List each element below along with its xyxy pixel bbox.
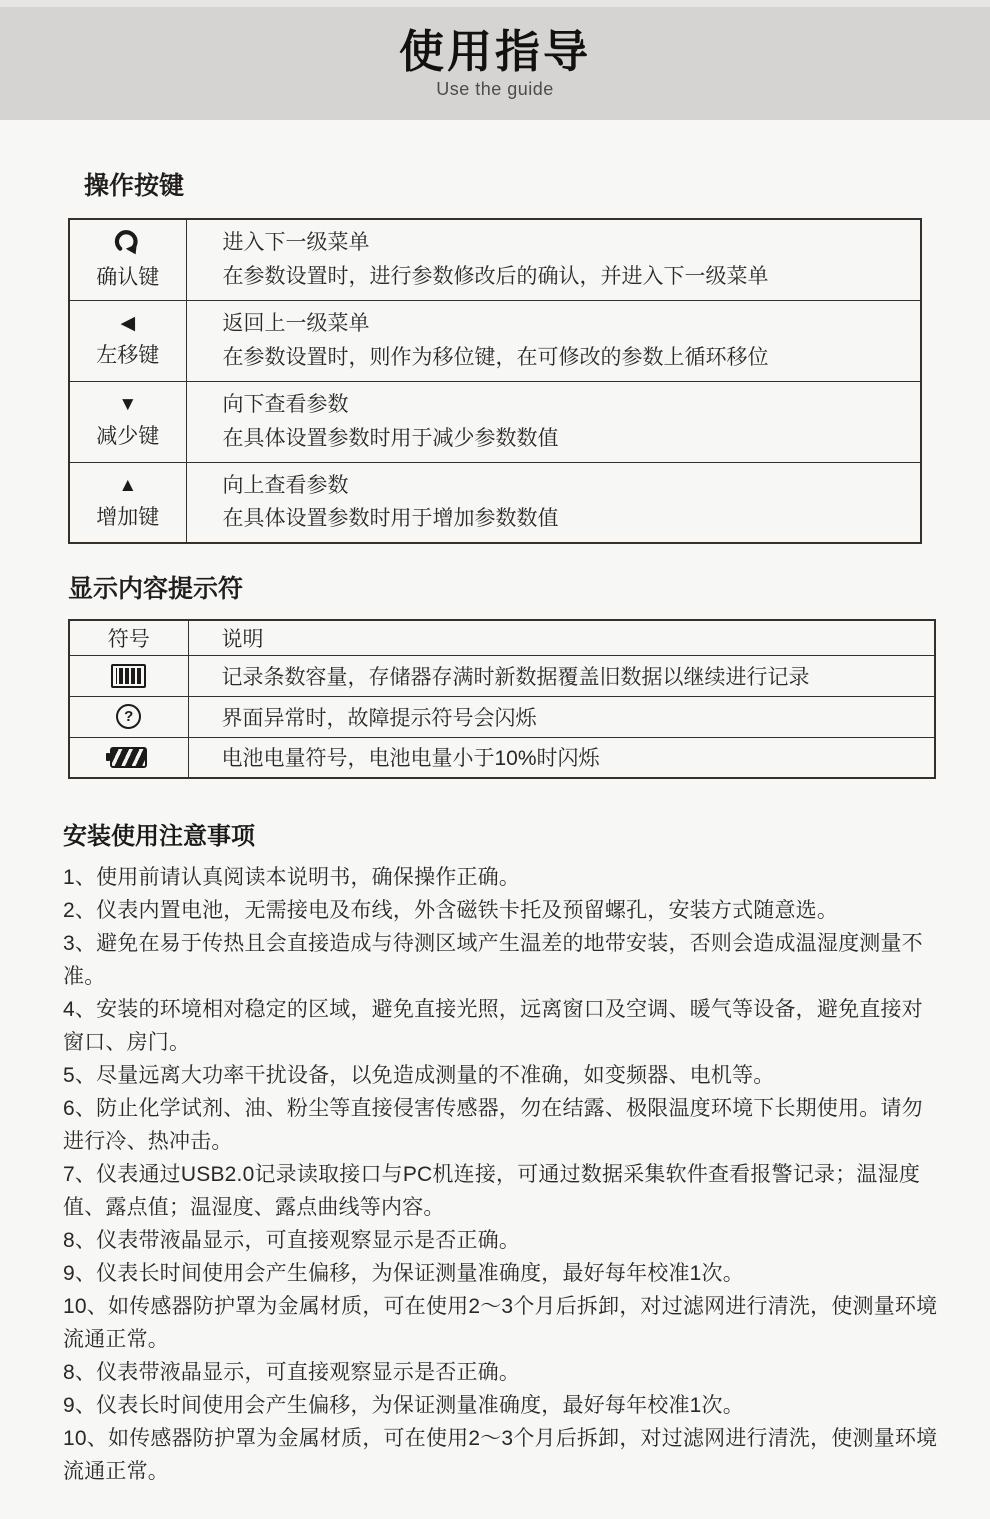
list-item: 1、使用前请认真阅读本说明书，确保操作正确。 (63, 866, 521, 889)
table-row-increase-key (69, 462, 921, 543)
left-triangle-icon: ◀ (120, 313, 136, 334)
key-description-line: 在具体设置参数时用于增加参数数值 (222, 507, 559, 531)
key-description-line: 在参数设置时，进行参数修改后的确认，并进入下一级菜单 (222, 264, 769, 288)
section-heading-operation-keys: 操作按键 (84, 172, 185, 200)
list-item: 7、仪表通过USB2.0记录读取接口与PC机连接，可通过数据采集软件查看报警记录；温湿度值、露点值；温湿度、露点曲线等内容。 (63, 1163, 921, 1219)
list-item: 9、仪表长时间使用会产生偏移，为保证测量准确度，最好每年校准1次。 (63, 1394, 744, 1417)
key-label: 左移键 (96, 344, 160, 367)
list-item: 10、如传感器防护罩为金属材质，可在使用2～3个月后拆卸，对过滤网进行清洗，使测量环境流通正常。 (63, 1295, 938, 1351)
key-label: 增加键 (96, 505, 160, 529)
section-heading-display-symbols: 显示内容提示符 (68, 575, 244, 603)
page-subtitle: Use the guide (436, 79, 554, 100)
page-top-strip (0, 0, 990, 7)
table-header-row (69, 620, 935, 655)
table-row-decrease-key (69, 381, 921, 462)
key-description-line: 向下查看参数 (222, 393, 349, 416)
fault-question-icon: ? (116, 704, 141, 729)
list-item: 2、仪表内置电池，无需接电及布线，外含磁铁卡托及预留螺孔，安装方式随意选。 (63, 899, 839, 922)
operation-keys-table (68, 218, 922, 544)
memory-capacity-icon (111, 664, 146, 688)
key-label: 确认键 (96, 265, 160, 289)
list-item: 4、安装的环境相对稳定的区域，避免直接光照，远离窗口及空调、暖气等设备，避免直接对窗口、房门。 (63, 998, 923, 1054)
table-row-fault-symbol (69, 696, 935, 737)
table-row-memory-symbol (69, 655, 935, 696)
list-item: 10、如传感器防护罩为金属材质，可在使用2～3个月后拆卸，对过滤网进行清洗，使测量环境流通正常。 (63, 1427, 938, 1483)
list-item: 3、避免在易于传热且会直接造成与待测区域产生温差的地带安装，否则会造成温湿度测量不准。 (63, 932, 923, 988)
install-notes-list (63, 861, 941, 1488)
confirm-loop-arrow-icon (113, 229, 143, 255)
up-triangle-icon: ▲ (118, 474, 138, 496)
table-row-left-key (69, 300, 921, 381)
list-item: 9、仪表长时间使用会产生偏移，为保证测量准确度，最好每年校准1次。 (63, 1262, 744, 1285)
key-description-line: 向上查看参数 (222, 473, 349, 497)
page-header (0, 7, 990, 120)
list-item: 8、仪表带液晶显示，可直接观察显示是否正确。 (63, 1229, 521, 1252)
column-header-description: 说明 (188, 620, 935, 655)
list-item: 6、防止化学试剂、油、粉尘等直接侵害传感器，勿在结露、极限温度环境下长期使用。请勿进行冷、热冲击。 (63, 1097, 923, 1153)
down-triangle-icon: ▼ (118, 394, 138, 415)
display-symbols-table (68, 619, 936, 779)
key-description-line: 进入下一级菜单 (222, 231, 370, 255)
list-item: 8、仪表带液晶显示，可直接观察显示是否正确。 (63, 1361, 521, 1384)
key-description-line: 在参数设置时，则作为移位键，在可修改的参数上循环移位 (222, 345, 769, 369)
list-item: 5、尽量远离大功率干扰设备，以免造成测量的不准确，如变频器、电机等。 (63, 1064, 775, 1087)
symbol-description: 记录条数容量，存储器存满时新数据覆盖旧数据以继续进行记录 (188, 655, 935, 696)
table-row-battery-symbol (69, 737, 935, 778)
column-header-symbol: 符号 (69, 620, 188, 655)
battery-level-icon (110, 747, 147, 768)
symbol-description: 电池电量符号，电池电量小于10%时闪烁 (188, 737, 935, 778)
symbol-description: 界面异常时，故障提示符号会闪烁 (188, 696, 935, 737)
key-label: 减少键 (96, 425, 160, 448)
table-row-confirm-key (69, 219, 921, 300)
key-description-line: 返回上一级菜单 (222, 312, 370, 335)
section-heading-install-notes: 安装使用注意事项 (63, 823, 255, 850)
page-title: 使用指导 (398, 25, 591, 77)
key-description-line: 在具体设置参数时用于减少参数数值 (222, 426, 559, 450)
